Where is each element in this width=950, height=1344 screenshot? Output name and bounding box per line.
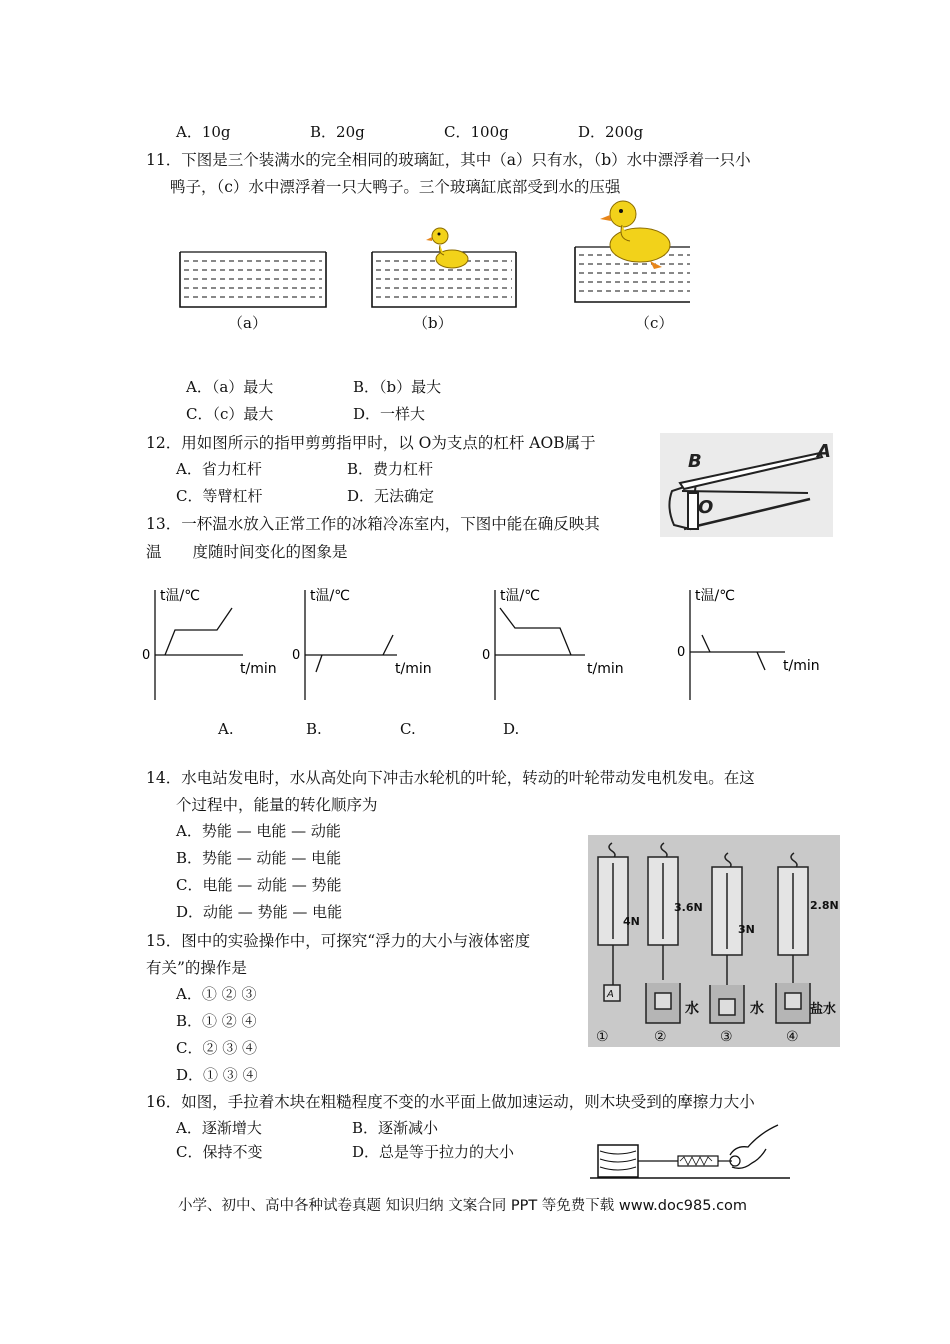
svg-text:A: A [607,989,614,1000]
svg-text:③: ③ [720,1029,733,1045]
option-a: A．逐渐增大 [176,1119,262,1137]
svg-text:水: 水 [750,1001,764,1017]
option-a: A．势能 — 电能 — 动能 [176,822,341,840]
option-b: B．① ② ④ [176,1012,257,1030]
svg-text:3.6N: 3.6N [674,901,703,914]
svg-text:t温/℃: t温/℃ [500,588,540,604]
label-b: B [688,451,702,472]
svg-text:0: 0 [142,648,151,663]
tank-c [575,201,690,302]
option-d: D．无法确定 [347,487,435,505]
tank-b [372,228,516,307]
svg-text:④: ④ [786,1029,799,1045]
option-a: A．① ② ③ [176,985,257,1003]
graph-choice-b: B. [306,720,322,738]
svg-text:盐水: 盐水 [810,1002,837,1017]
graph-c [482,588,624,700]
option-b: B．20g [310,123,365,141]
question-11-stem: 11．下图是三个装满水的完全相同的玻璃缸，其中（a）只有水，（b）水中漂浮着一只小 [146,151,751,169]
label-a: A [817,441,831,462]
graph-a [142,588,277,700]
footer-text: 小学、初中、高中各种试卷真题 知识归纳 文案合同 PPT 等免费下载 www.doc985.com [178,1198,748,1214]
question-12-stem: 12．用如图所示的指甲剪剪指甲时，以 O为支点的杠杆 AOB属于 [146,434,596,452]
option-a: A．省力杠杆 [176,460,262,478]
svg-text:t/min: t/min [395,661,432,677]
svg-text:4N: 4N [623,915,640,928]
option-a: A．10g [176,123,231,141]
graph-choice-c: C. [400,720,416,738]
question-15-stem: 15．图中的实验操作中，可探究“浮力的大小与液体密度 [146,932,531,950]
question-11-stem-cont: 鸭子，（c）水中漂浮着一只大鸭子。三个玻璃缸底部受到水的压强 [170,178,621,196]
option-c: C．② ③ ④ [176,1039,258,1057]
svg-text:3N: 3N [738,923,755,936]
option-b: B．势能 — 动能 — 电能 [176,849,342,867]
option-a: A．（a）最大 [186,378,274,396]
svg-text:②: ② [654,1029,667,1045]
option-c: C．电能 — 动能 — 势能 [176,876,342,894]
svg-text:水: 水 [685,1001,699,1017]
option-c: C．保持不变 [176,1143,263,1161]
option-b: B．费力杠杆 [347,460,434,478]
small-duck-icon [426,228,468,268]
svg-text:0: 0 [482,648,491,663]
question-14-stem-cont: 个过程中，能量的转化顺序为 [176,796,378,814]
question-13-stem-cont: 温 度随时间变化的图象是 [146,543,348,561]
option-c: C．（c）最大 [186,405,274,423]
option-d: D．动能 — 势能 — 电能 [176,903,343,921]
graph-d [677,588,820,700]
option-b: B．逐渐减小 [352,1119,439,1137]
svg-text:t温/℃: t温/℃ [160,588,200,604]
option-d: D．① ③ ④ [176,1066,258,1084]
svg-text:0: 0 [292,648,301,663]
svg-text:0: 0 [677,645,686,660]
block-pull-figure [590,1115,790,1181]
svg-text:t/min: t/min [240,661,277,677]
option-d: D．一样大 [353,405,426,423]
svg-text:①: ① [596,1029,609,1045]
option-b: B．（b）最大 [353,378,442,396]
tank-a [180,252,326,307]
question-16-stem: 16．如图，手拉着木块在粗糙程度不变的水平面上做加速运动，则木块受到的摩擦力大小 [146,1093,755,1111]
spring-scale-figure [588,835,840,1047]
big-duck-icon [600,201,670,269]
option-c: C．100g [444,123,509,141]
question-15-stem-cont: 有关”的操作是 [146,959,247,977]
option-c: C．等臂杠杆 [176,487,263,505]
graph-choice-a: A. [218,720,234,738]
graph-choice-d: D. [503,720,520,738]
label-o: O [698,497,714,518]
tank-label-c: （c） [635,314,674,332]
temperature-graphs [135,580,825,710]
tank-label-b: （b） [413,314,453,332]
question-14-stem: 14．水电站发电时，水从高处向下冲击水轮机的叶轮，转动的叶轮带动发电机发电。在这 [146,769,755,787]
tank-label-a: （a） [228,314,267,332]
nail-clipper-figure [660,433,833,537]
svg-text:t温/℃: t温/℃ [695,588,735,604]
svg-text:t/min: t/min [587,661,624,677]
question-13-stem: 13．一杯温水放入正常工作的冰箱冷冻室内，下图中能在确反映其 [146,515,600,533]
svg-text:t/min: t/min [783,658,820,674]
graph-b [292,588,432,700]
option-d: D．总是等于拉力的大小 [352,1143,515,1161]
svg-text:2.8N: 2.8N [810,899,839,912]
option-d: D．200g [578,123,644,141]
svg-text:t温/℃: t温/℃ [310,588,350,604]
